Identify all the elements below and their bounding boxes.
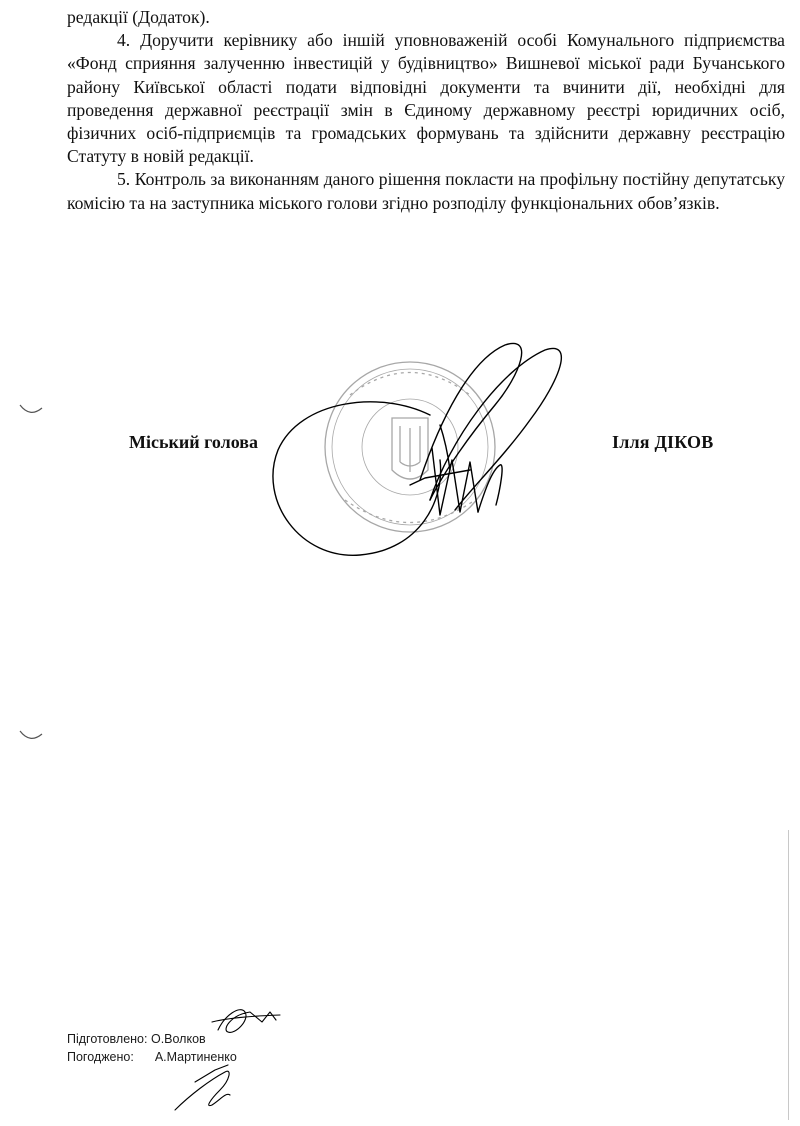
prepared-name: О.Волков bbox=[150, 1032, 206, 1046]
decision-body bbox=[67, 6, 785, 215]
footer-agreed bbox=[67, 1050, 237, 1064]
signer-name: Ілля ДІКОВ bbox=[612, 432, 714, 452]
prepared-label: Підготовлено: bbox=[67, 1032, 148, 1046]
punch-hole-mark-top bbox=[18, 402, 44, 416]
scan-edge-line bbox=[788, 830, 789, 1120]
paragraph-item-4: 4. Доручити керівнику або іншій уповноваженій особі Комунального підприємства «Фонд сприяння залученню інвестицій у будівництво» Вишневої міської ради Бучанського району Київської області подати відповідні документи та вчинити дії, необхідні для проведення державної реєстрації змін в Єдиному державному реєстрі юридичних осіб, фізичних осіб-підприємців та громадських формувань та здійснити державну реєстрацію Статуту в новій редакції. bbox=[67, 30, 785, 167]
paragraph-continuation: редакції (Додаток). bbox=[67, 7, 210, 27]
agreed-label: Погоджено: bbox=[67, 1050, 134, 1064]
agreed-name: А.Мартиненко bbox=[154, 1050, 237, 1064]
signature-position-title: Міський голова bbox=[129, 432, 258, 452]
punch-hole-mark-bottom bbox=[18, 728, 44, 742]
footer-prepared bbox=[67, 1032, 206, 1046]
paragraph-item-5: 5. Контроль за виконанням даного рішення покласти на профільну постійну депутатську комісію та на заступника міського голови згідно розподілу функціональних обов’язків. bbox=[67, 169, 785, 213]
